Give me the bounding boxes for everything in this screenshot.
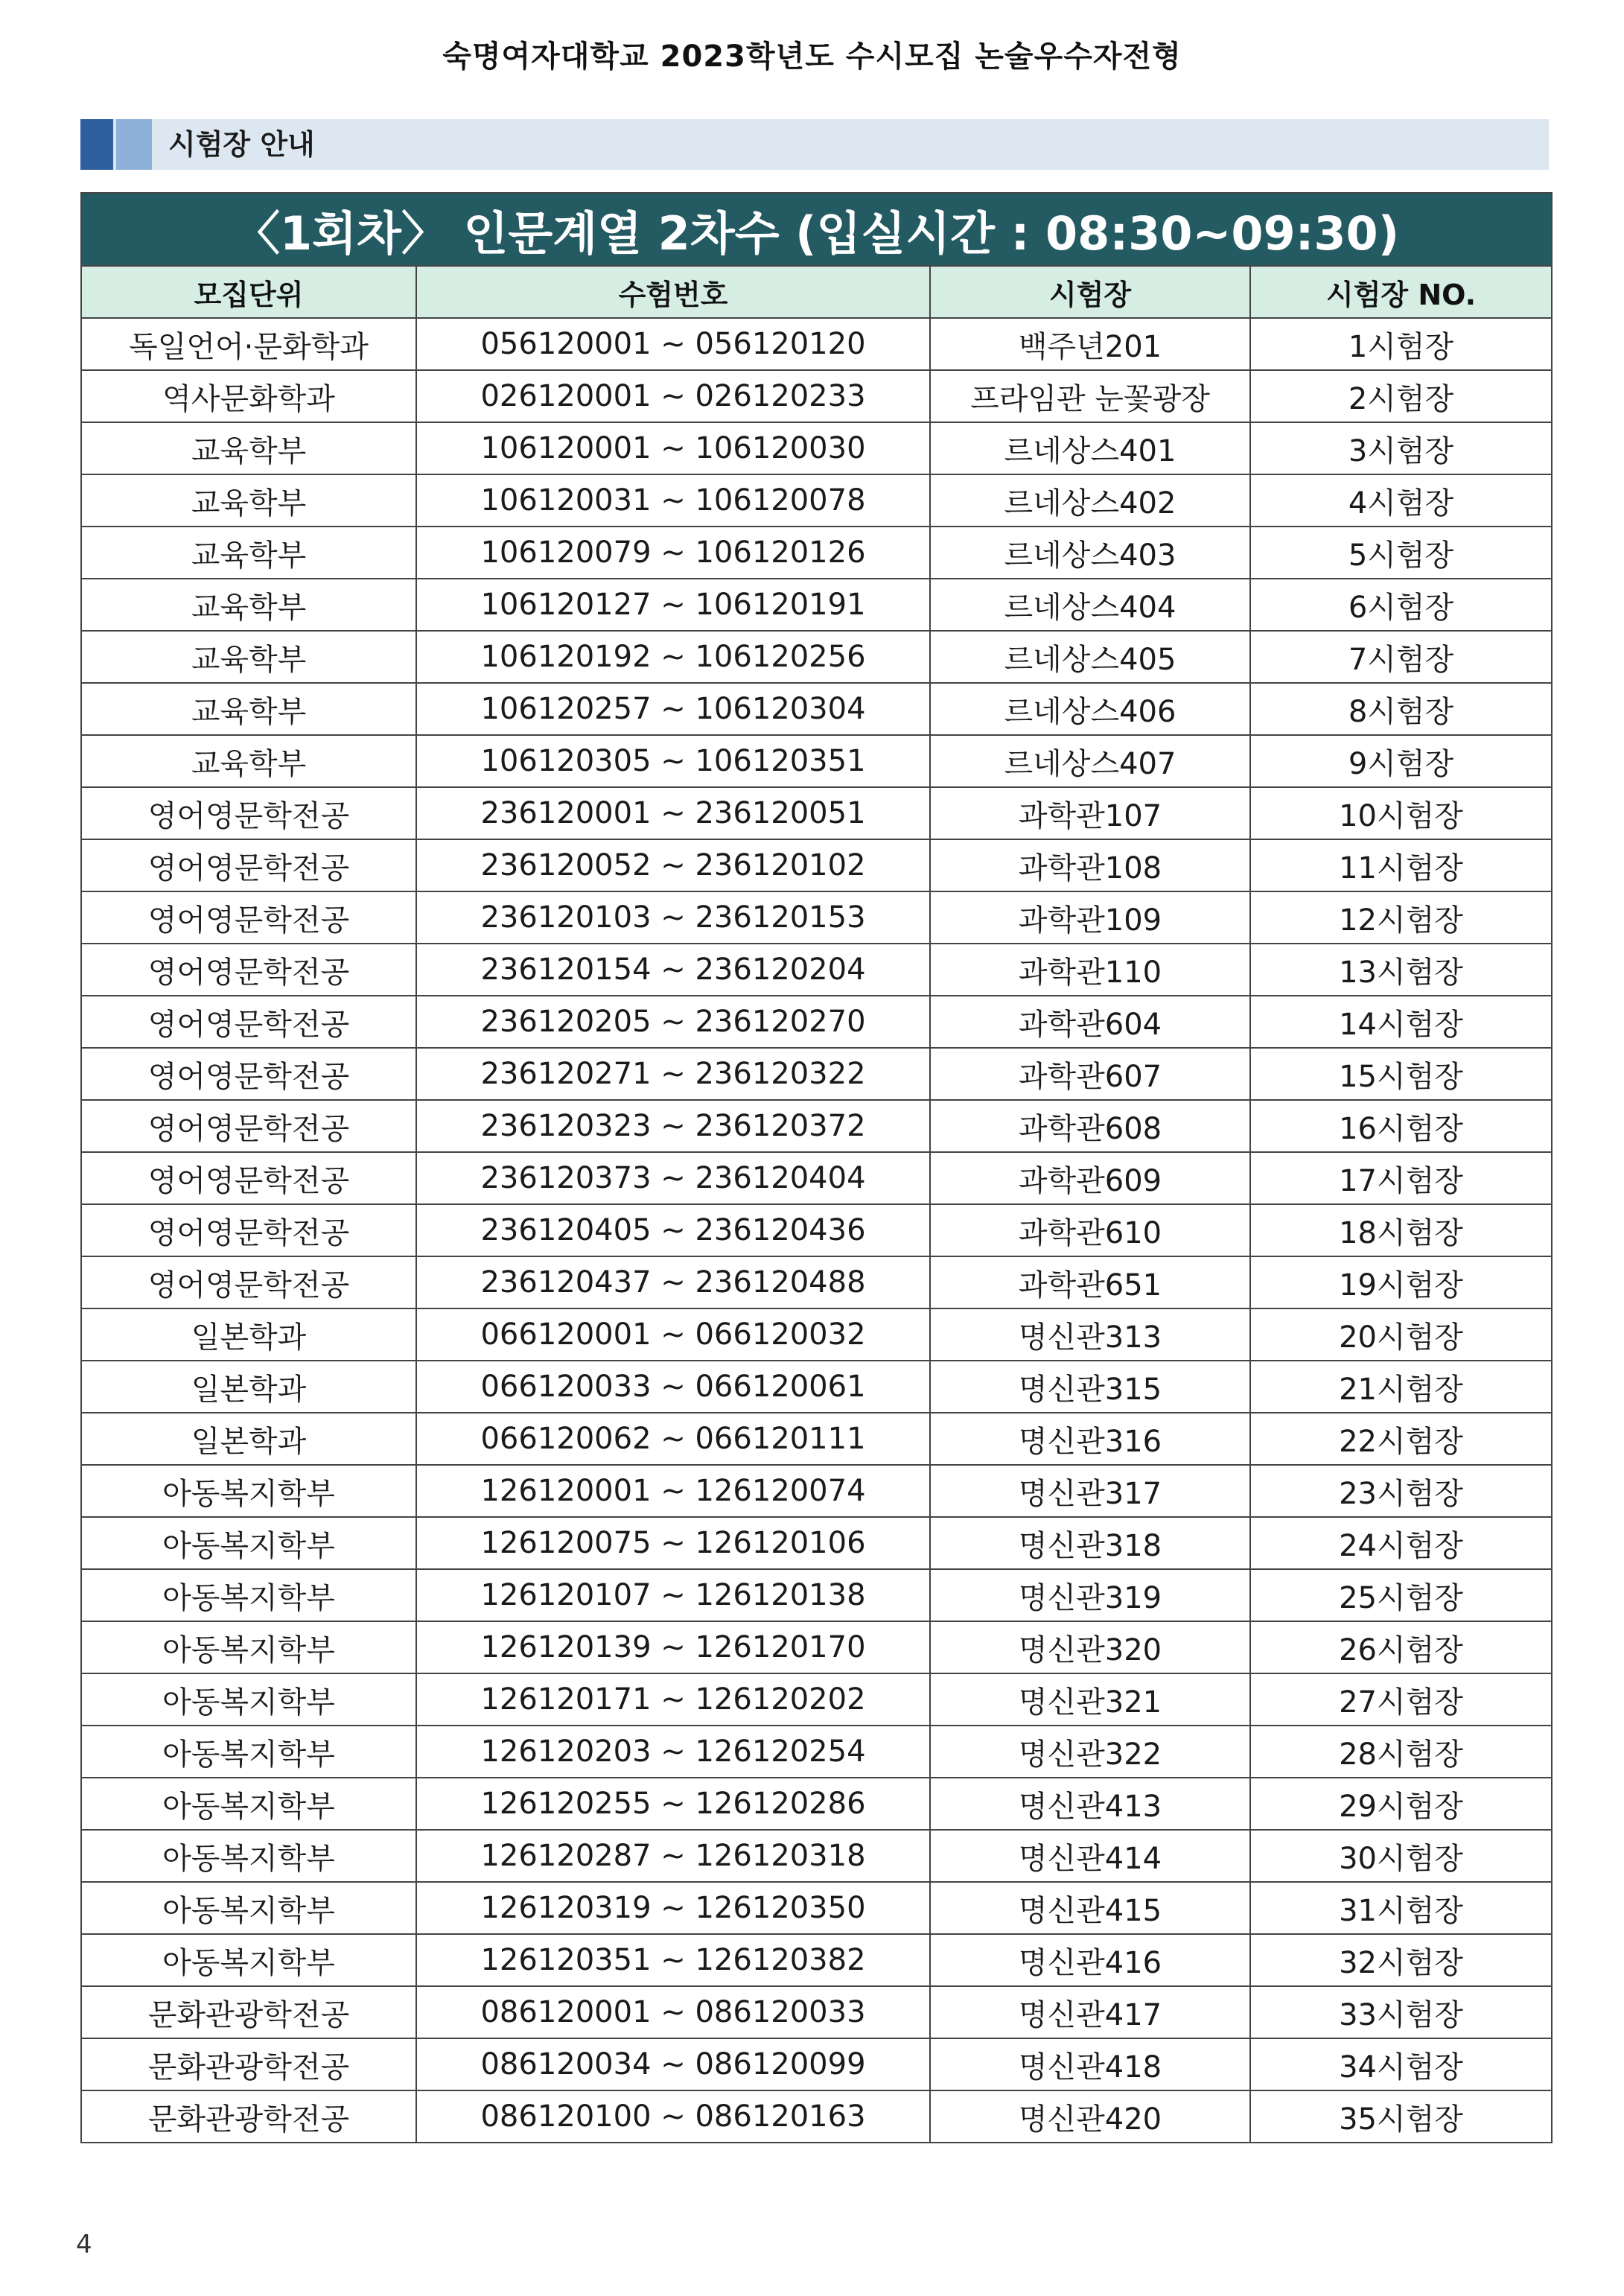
- cell-exam-number: 106120257 ~ 106120304: [416, 683, 930, 735]
- cell-venue-no: 28시험장: [1250, 1726, 1552, 1778]
- table-row: [81, 1621, 1552, 1673]
- cell-unit: 영어영문학전공: [81, 944, 416, 996]
- table-row: [81, 1517, 1552, 1569]
- cell-unit: 아동복지학부: [81, 1621, 416, 1673]
- table-row: [81, 1882, 1552, 1934]
- cell-exam-number: 066120001 ~ 066120032: [416, 1308, 930, 1361]
- cell-venue-no: 34시험장: [1250, 2038, 1552, 2090]
- cell-exam-number: 126120287 ~ 126120318: [416, 1830, 930, 1882]
- cell-venue-no: 10시험장: [1250, 787, 1552, 839]
- cell-venue: 명신관417: [930, 1986, 1250, 2038]
- cell-unit: 영어영문학전공: [81, 1048, 416, 1100]
- table-row: [81, 2090, 1552, 2143]
- table-row: [81, 1673, 1552, 1726]
- table-row: [81, 474, 1552, 527]
- cell-exam-number: 086120034 ~ 086120099: [416, 2038, 930, 2090]
- cell-venue-no: 35시험장: [1250, 2090, 1552, 2143]
- cell-venue: 르네상스404: [930, 579, 1250, 631]
- cell-exam-number: 236120323 ~ 236120372: [416, 1100, 930, 1152]
- cell-exam-number: 236120052 ~ 236120102: [416, 839, 930, 891]
- cell-venue-no: 5시험장: [1250, 527, 1552, 579]
- table-row: [81, 1778, 1552, 1830]
- cell-exam-number: 056120001 ~ 056120120: [416, 318, 930, 370]
- cell-venue-no: 12시험장: [1250, 891, 1552, 944]
- cell-exam-number: 126120171 ~ 126120202: [416, 1673, 930, 1726]
- cell-unit: 교육학부: [81, 474, 416, 527]
- table-row: [81, 839, 1552, 891]
- cell-venue: 명신관418: [930, 2038, 1250, 2090]
- table-banner: 〈1회차〉 인문계열 2차수 (입실시간 : 08:30~09:30): [81, 193, 1552, 266]
- cell-venue: 백주년201: [930, 318, 1250, 370]
- cell-exam-number: 106120079 ~ 106120126: [416, 527, 930, 579]
- cell-venue: 명신관415: [930, 1882, 1250, 1934]
- cell-venue: 명신관321: [930, 1673, 1250, 1726]
- table-row: [81, 1569, 1552, 1621]
- table-row: [81, 1726, 1552, 1778]
- cell-venue-no: 18시험장: [1250, 1204, 1552, 1256]
- cell-unit: 교육학부: [81, 579, 416, 631]
- cell-venue-no: 7시험장: [1250, 631, 1552, 683]
- cell-unit: 문화관광학전공: [81, 2090, 416, 2143]
- cell-venue: 명신관416: [930, 1934, 1250, 1986]
- cell-unit: 영어영문학전공: [81, 1152, 416, 1204]
- cell-exam-number: 236120154 ~ 236120204: [416, 944, 930, 996]
- section-marker-dark: [80, 119, 113, 170]
- table-row: [81, 1204, 1552, 1256]
- section-header: [80, 119, 1549, 170]
- table-row: [81, 1361, 1552, 1413]
- cell-venue-no: 33시험장: [1250, 1986, 1552, 2038]
- cell-unit: 아동복지학부: [81, 1569, 416, 1621]
- table-row: [81, 579, 1552, 631]
- cell-exam-number: 106120031 ~ 106120078: [416, 474, 930, 527]
- cell-venue: 명신관313: [930, 1308, 1250, 1361]
- cell-venue-no: 15시험장: [1250, 1048, 1552, 1100]
- cell-venue-no: 4시험장: [1250, 474, 1552, 527]
- table-row: [81, 1048, 1552, 1100]
- cell-venue: 프라임관 눈꽃광장: [930, 370, 1250, 422]
- cell-venue: 명신관322: [930, 1726, 1250, 1778]
- table-row: [81, 370, 1552, 422]
- cell-unit: 교육학부: [81, 422, 416, 474]
- table-row: [81, 2038, 1552, 2090]
- cell-venue: 과학관651: [930, 1256, 1250, 1308]
- table-row: [81, 1413, 1552, 1465]
- cell-venue: 르네상스402: [930, 474, 1250, 527]
- cell-unit: 일본학과: [81, 1361, 416, 1413]
- cell-unit: 교육학부: [81, 683, 416, 735]
- cell-venue: 명신관315: [930, 1361, 1250, 1413]
- column-header-venue-no: 시험장 NO.: [1250, 266, 1552, 318]
- cell-unit: 영어영문학전공: [81, 891, 416, 944]
- cell-venue-no: 31시험장: [1250, 1882, 1552, 1934]
- table-row: [81, 1100, 1552, 1152]
- cell-exam-number: 236120205 ~ 236120270: [416, 996, 930, 1048]
- cell-venue: 르네상스406: [930, 683, 1250, 735]
- cell-venue-no: 25시험장: [1250, 1569, 1552, 1621]
- cell-unit: 아동복지학부: [81, 1882, 416, 1934]
- cell-unit: 교육학부: [81, 527, 416, 579]
- cell-exam-number: 126120319 ~ 126120350: [416, 1882, 930, 1934]
- cell-unit: 영어영문학전공: [81, 1256, 416, 1308]
- cell-venue-no: 23시험장: [1250, 1465, 1552, 1517]
- cell-venue-no: 21시험장: [1250, 1361, 1552, 1413]
- cell-unit: 아동복지학부: [81, 1465, 416, 1517]
- cell-venue-no: 24시험장: [1250, 1517, 1552, 1569]
- table-row: [81, 631, 1552, 683]
- cell-exam-number: 126120075 ~ 126120106: [416, 1517, 930, 1569]
- cell-unit: 교육학부: [81, 631, 416, 683]
- cell-venue: 명신관320: [930, 1621, 1250, 1673]
- section-label: 시험장 안내: [168, 128, 315, 161]
- cell-exam-number: 106120001 ~ 106120030: [416, 422, 930, 474]
- cell-unit: 영어영문학전공: [81, 839, 416, 891]
- cell-exam-number: 086120001 ~ 086120033: [416, 1986, 930, 2038]
- cell-unit: 문화관광학전공: [81, 2038, 416, 2090]
- cell-venue-no: 19시험장: [1250, 1256, 1552, 1308]
- table-row: [81, 1256, 1552, 1308]
- cell-venue-no: 20시험장: [1250, 1308, 1552, 1361]
- cell-exam-number: 236120437 ~ 236120488: [416, 1256, 930, 1308]
- cell-exam-number: 236120271 ~ 236120322: [416, 1048, 930, 1100]
- cell-venue-no: 2시험장: [1250, 370, 1552, 422]
- cell-venue: 과학관609: [930, 1152, 1250, 1204]
- cell-unit: 독일언어·문화학과: [81, 318, 416, 370]
- cell-venue-no: 16시험장: [1250, 1100, 1552, 1152]
- cell-venue: 명신관316: [930, 1413, 1250, 1465]
- cell-venue-no: 17시험장: [1250, 1152, 1552, 1204]
- cell-venue: 과학관610: [930, 1204, 1250, 1256]
- cell-unit: 영어영문학전공: [81, 787, 416, 839]
- cell-venue: 과학관604: [930, 996, 1250, 1048]
- table-row: [81, 1465, 1552, 1517]
- section-marker-light: [116, 119, 152, 170]
- cell-unit: 아동복지학부: [81, 1778, 416, 1830]
- cell-unit: 아동복지학부: [81, 1673, 416, 1726]
- cell-unit: 영어영문학전공: [81, 1100, 416, 1152]
- cell-venue: 명신관319: [930, 1569, 1250, 1621]
- cell-venue-no: 32시험장: [1250, 1934, 1552, 1986]
- cell-venue: 과학관607: [930, 1048, 1250, 1100]
- cell-venue-no: 9시험장: [1250, 735, 1552, 787]
- cell-unit: 일본학과: [81, 1308, 416, 1361]
- cell-unit: 문화관광학전공: [81, 1986, 416, 2038]
- cell-exam-number: 126120139 ~ 126120170: [416, 1621, 930, 1673]
- cell-exam-number: 126120107 ~ 126120138: [416, 1569, 930, 1621]
- cell-exam-number: 106120192 ~ 106120256: [416, 631, 930, 683]
- cell-venue-no: 3시험장: [1250, 422, 1552, 474]
- cell-exam-number: 236120103 ~ 236120153: [416, 891, 930, 944]
- table-row: [81, 735, 1552, 787]
- cell-venue-no: 6시험장: [1250, 579, 1552, 631]
- table-row: [81, 683, 1552, 735]
- cell-unit: 아동복지학부: [81, 1830, 416, 1882]
- table-row: [81, 422, 1552, 474]
- cell-unit: 교육학부: [81, 735, 416, 787]
- cell-venue-no: 26시험장: [1250, 1621, 1552, 1673]
- table-row: [81, 318, 1552, 370]
- cell-unit: 영어영문학전공: [81, 996, 416, 1048]
- cell-venue: 르네상스405: [930, 631, 1250, 683]
- cell-exam-number: 106120305 ~ 106120351: [416, 735, 930, 787]
- cell-exam-number: 026120001 ~ 026120233: [416, 370, 930, 422]
- cell-unit: 일본학과: [81, 1413, 416, 1465]
- cell-unit: 아동복지학부: [81, 1517, 416, 1569]
- cell-venue-no: 30시험장: [1250, 1830, 1552, 1882]
- cell-venue: 명신관317: [930, 1465, 1250, 1517]
- table-row: [81, 996, 1552, 1048]
- cell-exam-number: 066120033 ~ 066120061: [416, 1361, 930, 1413]
- cell-exam-number: 236120001 ~ 236120051: [416, 787, 930, 839]
- cell-unit: 아동복지학부: [81, 1726, 416, 1778]
- cell-unit: 아동복지학부: [81, 1934, 416, 1986]
- table-row: [81, 1830, 1552, 1882]
- page-number: 4: [76, 2230, 92, 2260]
- cell-venue-no: 29시험장: [1250, 1778, 1552, 1830]
- table-row: [81, 1308, 1552, 1361]
- cell-venue-no: 27시험장: [1250, 1673, 1552, 1726]
- cell-exam-number: 126120255 ~ 126120286: [416, 1778, 930, 1830]
- column-header-exam-number: 수험번호: [416, 266, 930, 318]
- table-body: [81, 318, 1552, 2143]
- cell-exam-number: 126120001 ~ 126120074: [416, 1465, 930, 1517]
- cell-venue: 과학관107: [930, 787, 1250, 839]
- cell-venue: 과학관608: [930, 1100, 1250, 1152]
- cell-venue-no: 8시험장: [1250, 683, 1552, 735]
- cell-venue: 과학관109: [930, 891, 1250, 944]
- cell-unit: 영어영문학전공: [81, 1204, 416, 1256]
- exam-room-table: [80, 192, 1553, 2143]
- table-row: [81, 1934, 1552, 1986]
- cell-venue: 명신관318: [930, 1517, 1250, 1569]
- document-title: 숙명여자대학교 2023학년도 수시모집 논술우수자전형: [442, 39, 1182, 74]
- cell-unit: 역사문화학과: [81, 370, 416, 422]
- column-header-venue: 시험장: [930, 266, 1250, 318]
- cell-venue-no: 1시험장: [1250, 318, 1552, 370]
- cell-venue-no: 13시험장: [1250, 944, 1552, 996]
- column-header-unit: 모집단위: [81, 266, 416, 318]
- cell-venue: 과학관108: [930, 839, 1250, 891]
- cell-venue: 르네상스407: [930, 735, 1250, 787]
- cell-venue: 과학관110: [930, 944, 1250, 996]
- table-row: [81, 891, 1552, 944]
- cell-exam-number: 126120203 ~ 126120254: [416, 1726, 930, 1778]
- cell-exam-number: 066120062 ~ 066120111: [416, 1413, 930, 1465]
- cell-exam-number: 086120100 ~ 086120163: [416, 2090, 930, 2143]
- cell-venue: 명신관413: [930, 1778, 1250, 1830]
- cell-venue: 명신관420: [930, 2090, 1250, 2143]
- cell-venue: 르네상스401: [930, 422, 1250, 474]
- table-row: [81, 527, 1552, 579]
- table-row: [81, 787, 1552, 839]
- cell-venue-no: 14시험장: [1250, 996, 1552, 1048]
- cell-exam-number: 106120127 ~ 106120191: [416, 579, 930, 631]
- cell-venue: 르네상스403: [930, 527, 1250, 579]
- table-row: [81, 944, 1552, 996]
- cell-exam-number: 236120373 ~ 236120404: [416, 1152, 930, 1204]
- cell-venue-no: 22시험장: [1250, 1413, 1552, 1465]
- cell-exam-number: 126120351 ~ 126120382: [416, 1934, 930, 1986]
- cell-venue-no: 11시험장: [1250, 839, 1552, 891]
- table-row: [81, 1986, 1552, 2038]
- table-row: [81, 1152, 1552, 1204]
- cell-exam-number: 236120405 ~ 236120436: [416, 1204, 930, 1256]
- cell-venue: 명신관414: [930, 1830, 1250, 1882]
